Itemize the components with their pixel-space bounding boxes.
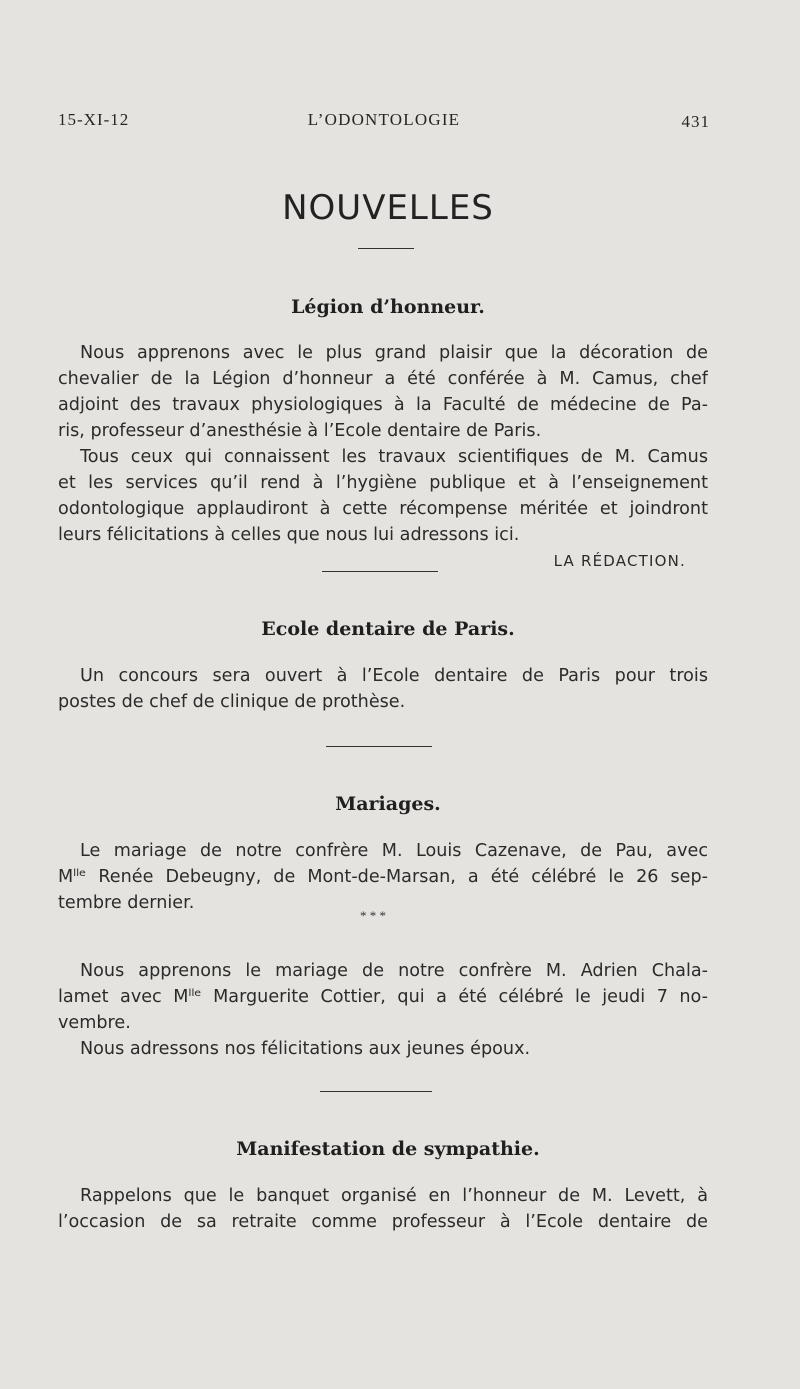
text-line: vembre.	[58, 1013, 131, 1033]
text-line: chevalier de la Légion d’honneur a été conférée à M. Camus, chef	[58, 369, 708, 389]
page-title: NOUVELLES	[282, 188, 494, 228]
section-divider	[322, 571, 438, 572]
signature: LA RÉDACTION.	[553, 552, 686, 570]
section-body-ecole	[58, 663, 708, 715]
journal-name: L’ODONTOLOGIE	[307, 110, 461, 129]
text-line: Nous apprenons le mariage de notre confrère M. Adrien Chala-	[80, 961, 708, 981]
section-heading-legion: Légion d’honneur.	[291, 296, 485, 318]
text-line: Nous adressons nos félicitations aux jeunes époux.	[80, 1039, 531, 1059]
text-line: tembre dernier.	[58, 893, 195, 913]
asterism: * * *	[360, 908, 386, 923]
section-body-mariages	[58, 838, 708, 916]
text-line: Le mariage de notre confrère M. Louis Cazenave, de Pau, avec	[80, 841, 708, 861]
section-heading-mariages: Mariages.	[335, 793, 441, 815]
text-line: Nous apprenons avec le plus grand plaisir que la décoration de	[80, 343, 708, 363]
section-divider	[326, 746, 432, 747]
title-divider	[358, 248, 414, 249]
text-line: leurs félicitations à celles que nous lui adressons ici.	[58, 525, 520, 545]
text-line: Tous ceux qui connaissent les travaux scientifiques de M. Camus	[80, 447, 708, 467]
text-line: Rappelons que le banquet organisé en l’honneur de M. Levett, à	[80, 1186, 708, 1206]
text-line: et les services qu’il rend à l’hygiène publique et à l’enseignement	[58, 473, 708, 493]
text-line: Mˡˡᵉ Renée Debeugny, de Mont-de-Marsan, a été célébré le 26 sep-	[58, 867, 708, 887]
text-line: postes de chef de clinique de prothèse.	[58, 692, 406, 712]
running-header	[58, 110, 710, 134]
section-divider	[320, 1091, 432, 1092]
text-line: odontologique applaudiront à cette récompense méritée et joindront	[58, 499, 708, 519]
text-line: ris, professeur d’anesthésie à l’Ecole dentaire de Paris.	[58, 421, 542, 441]
section-heading-ecole: Ecole dentaire de Paris.	[261, 618, 515, 640]
text-line: l’occasion de sa retraite comme professeur à l’Ecole dentaire de	[58, 1212, 708, 1232]
page-number: 431	[681, 112, 710, 131]
section-body-mariages-2	[58, 958, 708, 1062]
section-heading-manifestation: Manifestation de sympathie.	[236, 1138, 540, 1160]
text-line: lamet avec Mˡˡᵉ Marguerite Cottier, qui a été célébré le jeudi 7 no-	[58, 987, 708, 1007]
issue-date: 15-XI-12	[58, 110, 130, 129]
asterism-separator	[0, 910, 746, 921]
text-line: adjoint des travaux physiologiques à la Faculté de médecine de Pa-	[58, 395, 708, 415]
text-line: Un concours sera ouvert à l’Ecole dentaire de Paris pour trois	[80, 666, 708, 686]
section-body-legion	[58, 340, 708, 574]
section-body-manifestation	[58, 1183, 708, 1235]
